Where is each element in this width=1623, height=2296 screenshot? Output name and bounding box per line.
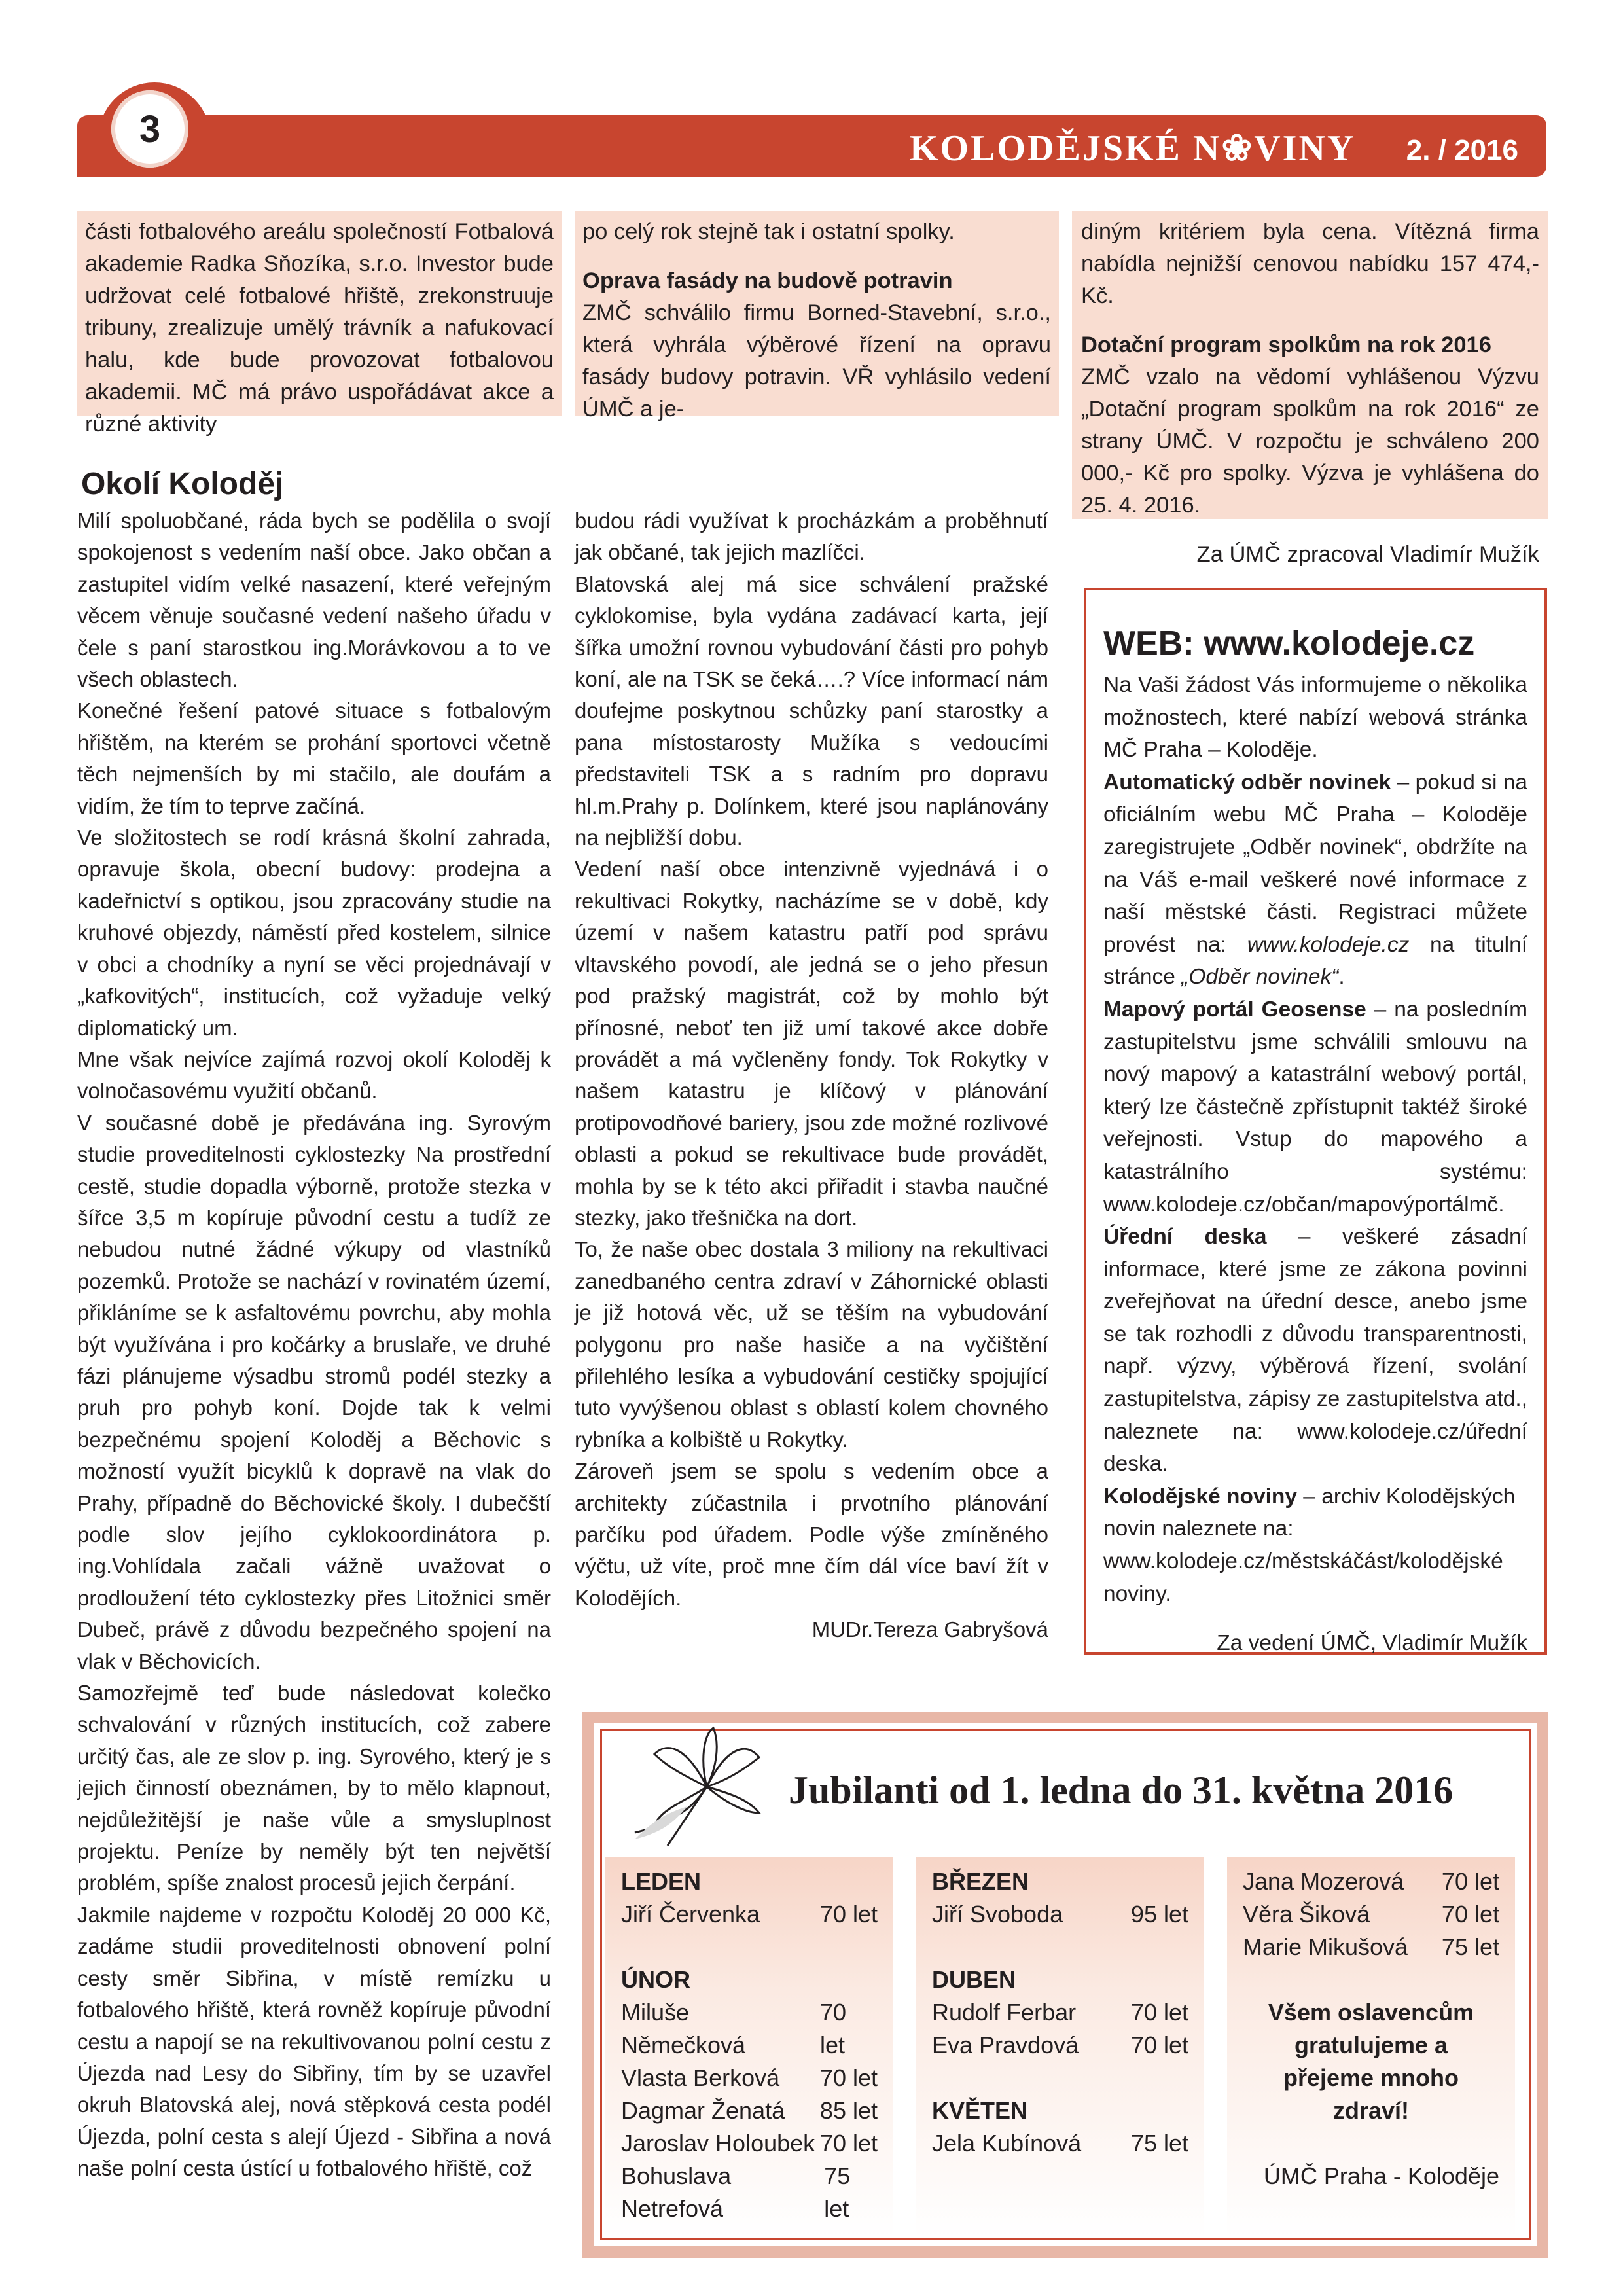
jubilee-greeting: Všem oslavencům gratulujeme a přejeme mnoho zdraví! <box>1268 1999 1474 2124</box>
jubilee-age: 70 let <box>1441 1901 1499 1928</box>
article-signature: MUDr.Tereza Gabryšová <box>812 1617 1048 1642</box>
jubilee-age: 95 let <box>1130 1901 1188 1928</box>
jubilee-row <box>621 1996 878 2062</box>
article-paragraph: budou rádi využívat k procházkám a proběhnutí jak občané, tak jejich mazlíčci. <box>575 509 1048 565</box>
jubilee-row <box>932 2127 1188 2160</box>
jubilee-name: Jiří Červenka <box>621 1901 760 1928</box>
jubilee-age: 75 let <box>824 2162 851 2222</box>
jubilee-name: Bohuslava Netrefová <box>621 2162 732 2222</box>
top-col3-p2: ZMČ vzalo na vědomí vyhlášenou Výzvu „Dotační program spolkům na rok 2016“ ze strany ÚMČ. V rozpočtu je schváleno 200 000,- Kč pro spolky. Výzva je vyhlášena do 25. 4. 2016. <box>1081 365 1539 518</box>
article-paragraph: Mne však nejvíce zajímá rozvoj okolí Koloděj k volnočasovému využití občanů. <box>77 1047 551 1103</box>
jubilee-signature: ÚMČ Praha - Koloděje <box>1263 2162 1499 2189</box>
article-paragraph: V současné době je předávána ing. Syrovým studie proveditelnosti cyklostezky Na prostřední cestě, studie dopadla výborně, protože stezka v šířce 3,5 m kopíruje původní cestu a tudíž ze nebudou nutné žádné výkupy od vlastníků pozemků. Protože se nachází v rovinatém území, přikláníme se k asfaltovému povrchu, aby mohla být využívána i pro kočárky a bruslaře, ve druhé fázi plánujeme výsadbu stromů podél stezky a pruh pro pohyb koní. Dojde tak k velmi bezpečnému spojení Koloděj a Běchovic s možností využít bicyklů k dopravě na vlak do Prahy, případně do Běchovické školy. I dubečští podle slov jejího cyklokoordinátora p. ing.Vohlídala začali vážně uvažovat o prodloužení této cyklostezky přes Litožnici směr Dubeč, právě z důvodu bezpečného spojení na vlak v Běchovicích. <box>77 1110 551 1674</box>
jubilee-age: 70 let <box>1441 1868 1499 1895</box>
jubilee-col2 <box>916 1857 1204 2237</box>
web-signature: Za vedení ÚMČ, Vladimír Mužík <box>1217 1631 1527 1656</box>
jubilee-name: Miluše Němečková <box>621 1999 746 2058</box>
month-heading: ÚNOR <box>621 1966 690 1993</box>
web-subscribe-text: – pokud si na oficiálním webu MČ Praha – Koloděje zaregistrujete „Odběr novinek“, obdržíte na na Váš e-mail veškeré nové informace z naší městské části. Registraci můžete provést na: <box>1103 770 1527 957</box>
jubilee-title: Jubilanti od 1. ledna do 31. května 2016 <box>789 1768 1454 1812</box>
article-paragraph: Milí spoluobčané, ráda bych se podělila o svojí spokojenost s vedením naší obce. Jako občan a zastupitel vidím velké nasazení, které veřejným věcem věnuje současné vedení našeho úřadu v čele s paní starostkou ing.Morávkovou a to ve všech oblastech. <box>77 509 551 692</box>
article-paragraph: To, že naše obec dostala 3 miliony na rekultivaci zanedbaného centra zdraví v Záhornické oblasti je již hotová věc, už se těším na vybudování polygonu pro naše hasiče a na vyčištění přilehlého lesíka a vybudování cestičky spojující tuto vyvýšenou oblast s oblastí kolem chovného rybníka a kolbiště u Rokytky. <box>575 1237 1048 1452</box>
jubilee-name: Jana Mozerová <box>1243 1868 1404 1895</box>
article-heading: Okolí Koloděj <box>81 467 284 501</box>
subscribe-link[interactable]: „Odběr novinek“ <box>1181 965 1339 990</box>
article-paragraph: Zároveň jsem se spolu s vedením obce a architekty zúčastnila i prvotního plánování parčíku pod úřadem. Podle výše zmíněného výčtu, už víte, proč mne čím dál více baví žít v Kolodějích. <box>575 1459 1048 1610</box>
web-archive-text: – archiv Kolodějských novin naleznete na: www.kolodeje.cz/městskáčást/kolodějské noviny. <box>1103 1484 1516 1606</box>
jubilee-name: Jiří Svoboda <box>932 1901 1063 1928</box>
article-paragraph: Konečné řešení patové situace s fotbalovým hřištěm, na kterém se prohání sportovci včetně těch nejmenších by mi stačilo, ale doufám a vidím, že tím to teprve začíná. <box>77 698 551 818</box>
page-number: 3 <box>111 90 188 168</box>
jubilee-row <box>1243 1931 1499 1964</box>
jubilee-age: 85 let <box>819 2097 878 2124</box>
article-paragraph: Samozřejmě teď bude následovat kolečko schvalování v různých institucích, což zabere určitý čas, ale ze slov p. ing. Syrového, který je s jejich činností obeznámen, by to mělo klapnout, nejdůležitější je naše vůle a smysluplnost projektu. Peníze by neměly být ten největší problém, spíše znalost procesů jejich čerpání. <box>77 1681 551 1895</box>
jubilee-age: 70 let <box>819 2064 878 2091</box>
web-link[interactable]: www.kolodeje.cz <box>1247 932 1410 957</box>
article-middle-column <box>575 505 1048 1646</box>
jubilee-row <box>1243 1898 1499 1931</box>
jubilee-name: Věra Šiková <box>1243 1901 1370 1928</box>
jubilee-age: 70 let <box>819 1999 847 2058</box>
top-col2-p1: po celý rok stejně tak i ostatní spolky. <box>582 219 955 244</box>
jubilee-row <box>621 2062 878 2094</box>
top-col3 <box>1081 216 1539 571</box>
jubilee-row <box>932 1996 1188 2029</box>
article-paragraph: Vedení naší obce intenzivně vyjednává i o rekultivaci Rokytky, nacházíme se v době, kdy území v našem katastru patří pod správu vltavského povodí, ale jedná se o jeho přesun pod pražský magistrát, což by mohlo být přínosné, neboť ten již umí takové akce dobře provádět a má vyčleněny fondy. Tok Rokytky v našem katastru je klíčový v plánování protipovodňové bariery, jsou zde možné rozlivové oblasti a pokud se rekultivace bude provádět, mohla by se k této akci přiřadit i stavba naučné stezky, jako třešnička na dort. <box>575 857 1048 1230</box>
jubilee-name: Jela Kubínová <box>932 2130 1082 2157</box>
web-geosense <box>1103 994 1527 1221</box>
jubilee-name: Marie Mikušová <box>1243 1933 1408 1960</box>
web-subscribe-title: Automatický odběr novinek <box>1103 770 1391 795</box>
web-board <box>1103 1221 1527 1480</box>
jubilee-age: 70 let <box>819 2130 878 2157</box>
top-col2 <box>582 216 1051 425</box>
issue-number: 2. / 2016 <box>1406 134 1518 166</box>
jubilee-name: Jaroslav Holoubek <box>621 2130 815 2157</box>
top-col2-p2: ZMČ schválilo firmu Borned-Stavební, s.r.o., která vyhrála výběrové řízení na opravu fasády budovy potravin. VŘ vyhlásilo vedení ÚMČ a je- <box>582 300 1051 422</box>
jubilee-row <box>1243 1865 1499 1898</box>
web-info-box <box>1084 588 1547 1655</box>
jubilee-name: Dagmar Ženatá <box>621 2097 785 2124</box>
top-col3-signature: Za ÚMČ zpracoval Vladimír Mužík <box>1196 542 1539 567</box>
jubilee-col3 <box>1227 1857 1515 2237</box>
top-col3-p1: diným kritériem byla cena. Vítězná firma nabídla nejnižší cenovou nabídku 157 474,- Kč. <box>1081 219 1539 308</box>
web-box-body <box>1103 669 1527 1660</box>
month-heading: DUBEN <box>932 1966 1016 1993</box>
article-left-column <box>77 505 551 2185</box>
top-col2-heading: Oprava fasády na budově potravin <box>582 268 953 293</box>
jubilee-row <box>621 2160 878 2225</box>
flower-icon <box>628 1721 785 1852</box>
jubilee-age: 70 let <box>1130 1999 1188 2026</box>
jubilee-name: Rudolf Ferbar <box>932 1999 1077 2026</box>
web-board-title: Úřední deska <box>1103 1225 1267 1249</box>
jubilee-row <box>932 1898 1188 1931</box>
top-col1-text: části fotbalového areálu společností Fotbalová akademie Radka Sňozíka, s.r.o. Investor bude udržovat celé fotbalové hřiště, zrekonstruuje tribuny, zrealizuje umělý trávník a nafukovací halu, kde bude provozovat fotbalovou akademii. MČ má právo uspořádávat akce a různé aktivity <box>85 219 554 437</box>
web-archive-title: Kolodějské noviny <box>1103 1484 1297 1509</box>
month-heading: LEDEN <box>621 1868 702 1895</box>
article-paragraph: Blatovská alej má sice schválení pražské cyklokomise, byla vydána zadávací karta, její šířka umožní rovnou vybudování části pro pohyb koní, ale na TSK se čeká….? Více informací nám doufejme poskytnou schůzky paní starostky a pana místostarosty Mužíka s vedoucími představiteli TSK a s radním pro dopravu hl.m.Prahy p. Dolínkem, které jsou naplánovány na nejbližší dobu. <box>575 571 1048 850</box>
web-subscribe-end: . <box>1338 965 1345 990</box>
jubilee-name: Vlasta Berková <box>621 2064 780 2091</box>
article-paragraph: Jakmile najdeme v rozpočtu Koloděj 20 000 Kč, zadáme studii proveditelnosti obnovení polní cesty směr Sibřina, v místě remízku u fotbalového hřiště, která rovněž kopíruje původní cestu a napojí se na rekultivovanou polní cestu z Újezda nad Lesy do Sibřiny, tím by se uzavřel okruh Blatovská alej, nová stěpková cesta podél Újezda, polní cesta s alejí Újezd - Sibřina a nová naše polní cesta ústící u fotbalového hřiště, což <box>77 1902 551 2181</box>
newspaper-title: KOLODĚJSKÉ N❀VINY <box>910 128 1356 169</box>
jubilee-age: 70 let <box>1130 2032 1188 2058</box>
top-col3-heading: Dotační program spolkům na rok 2016 <box>1081 332 1491 357</box>
web-geosense-title: Mapový portál Geosense <box>1103 997 1366 1022</box>
web-subscribe <box>1103 766 1527 994</box>
jubilee-age: 75 let <box>1441 1933 1499 1960</box>
jubilee-age: 70 let <box>819 1901 878 1928</box>
jubilee-row <box>621 2127 878 2160</box>
article-paragraph: Ve složitostech se rodí krásná školní zahrada, opravuje škola, obecní budovy: prodejna a kadeřnictví s optikou, jsou zpracovány studie na kruhové objezdy, náměstí před kostelem, silnice v obci a chodníky a nyní se věci projednávají v „kafkovitých“, institucích, což vyžaduje velký diplomatický um. <box>77 825 551 1040</box>
web-geosense-text: – na posledním zastupitelstvu jsme schválili smlouvu na nový mapový a katastrální webový portál, který lze částečně zpřístupnit taktéž široké veřejnosti. Vstup do mapového a katastrálního systému: www.kolodeje.cz/občan/mapovýportálmč. <box>1103 997 1527 1217</box>
web-board-text: – veškeré zásadní informace, které jsme ze zákona povinni zveřejňovat na úřední desce, anebo jsme se tak rozhodli z důvodu transparentnosti, např. výzvy, výběrová řízení, svolání zastupitelstva, zápisy ze zastupitelstva atd., naleznete na: www.kolodeje.cz/úřední deska. <box>1103 1225 1528 1477</box>
month-heading: KVĚTEN <box>932 2097 1028 2124</box>
web-subscribe-text-2: na titulní stránce <box>1103 932 1528 990</box>
month-heading: BŘEZEN <box>932 1868 1029 1895</box>
web-archive <box>1103 1480 1527 1610</box>
jubilee-row <box>621 2094 878 2127</box>
web-box-title: WEB: www.kolodeje.cz <box>1103 624 1475 662</box>
jubilee-name: Eva Pravdová <box>932 2032 1079 2058</box>
jubilee-row <box>621 1898 878 1931</box>
jubilee-age: 75 let <box>1130 2130 1188 2157</box>
jubilee-row <box>932 2029 1188 2062</box>
web-intro: Na Vaši žádost Vás informujeme o několika možnostech, které nabízí webová stránka MČ Praha – Koloděje. <box>1103 673 1527 762</box>
jubilee-col1 <box>605 1857 893 2237</box>
